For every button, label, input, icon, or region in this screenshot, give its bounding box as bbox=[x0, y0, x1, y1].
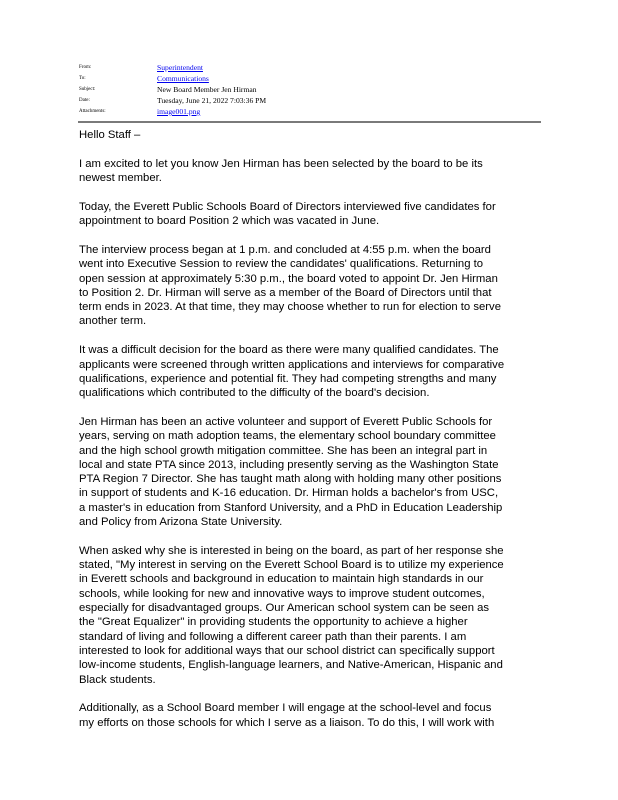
attachment-link[interactable]: image001.png bbox=[157, 107, 201, 116]
attachments-row bbox=[79, 106, 539, 117]
to-row bbox=[79, 73, 539, 84]
paragraph-6: When asked why she is interested in being on the board, as part of her response she stated, "My interest in serving on the Everett School Board is to utilize my experience in Everett schools and background in education to maintain high standards in our schools, while looking for new and innovative ways to improve student outcomes, especially for disadvantaged groups. Our American school system can be seen as the "Great Equalizer" in providing students the opportunity to achieve a higher standard of living and following a different career path than their parents. I am interested to look for additional ways that our school district can specifically support low-income students, English-language learners, and Native-American, Hispanic and Black students. bbox=[79, 544, 504, 686]
date-label: Date: bbox=[79, 98, 90, 103]
paragraph-2: Today, the Everett Public Schools Board of Directors interviewed five candidates for appointment to board Position 2 which was vacated in June. bbox=[79, 200, 496, 228]
to-link[interactable]: Communications bbox=[157, 74, 209, 83]
paragraph-3: The interview process began at 1 p.m. and concluded at 4:55 p.m. when the board went into Executive Session to review the candidates' qualifications. Returning to open session at approximately 5:30 p.m., the board voted to appoint Dr. Jen Hirman to Position 2. Dr. Hirman will serve as a member of the Board of Directors until that term ends in 2023. At that time, they may choose whether to run for election to serve another term. bbox=[79, 243, 501, 328]
greeting: Hello Staff – bbox=[79, 129, 141, 141]
paragraph-5: Jen Hirman has been an active volunteer and support of Everett Public Schools for years, serving on math adoption teams, the elementary school boundary committee and the high school growth mitigation committee. She has been an integral part in local and state PTA since 2013, including presently serving as the Washington State PTA Region 7 Director. She has taught math along with holding many other positions in support of students and K-16 education. Dr. Hirman holds a bachelor's from USC, a master's in education from Stanford University, and a PhD in Education Leadership and Policy from Arizona State University. bbox=[79, 415, 503, 529]
to-label: To: bbox=[79, 76, 86, 81]
email-header bbox=[79, 62, 539, 117]
attachments-label: Attachments: bbox=[79, 109, 106, 114]
from-label: From: bbox=[79, 65, 92, 70]
date-row bbox=[79, 95, 539, 106]
date-value: Tuesday, June 21, 2022 7:03:36 PM bbox=[157, 96, 267, 105]
header-divider bbox=[78, 121, 541, 123]
from-row bbox=[79, 62, 539, 73]
paragraph-7: Additionally, as a School Board member I will engage at the school-level and focus my efforts on those schools for which I serve as a liaison. To do this, I will work with bbox=[79, 702, 495, 729]
subject-value: New Board Member Jen Hirman bbox=[157, 85, 257, 94]
paragraph-4: It was a difficult decision for the board as there were many qualified candidates. The applicants were screened through written applications and interviews for comparative qualifications, experience and potential fit. They had competing strengths and many qualifications which contributed to the difficulty of the board's decision. bbox=[79, 344, 505, 400]
subject-label: Subject: bbox=[79, 87, 96, 92]
paragraph-1: I am excited to let you know Jen Hirman has been selected by the board to be its newest member. bbox=[79, 157, 483, 185]
subject-row bbox=[79, 84, 539, 95]
email-body bbox=[79, 128, 541, 744]
from-link[interactable]: Superintendent bbox=[157, 63, 203, 72]
